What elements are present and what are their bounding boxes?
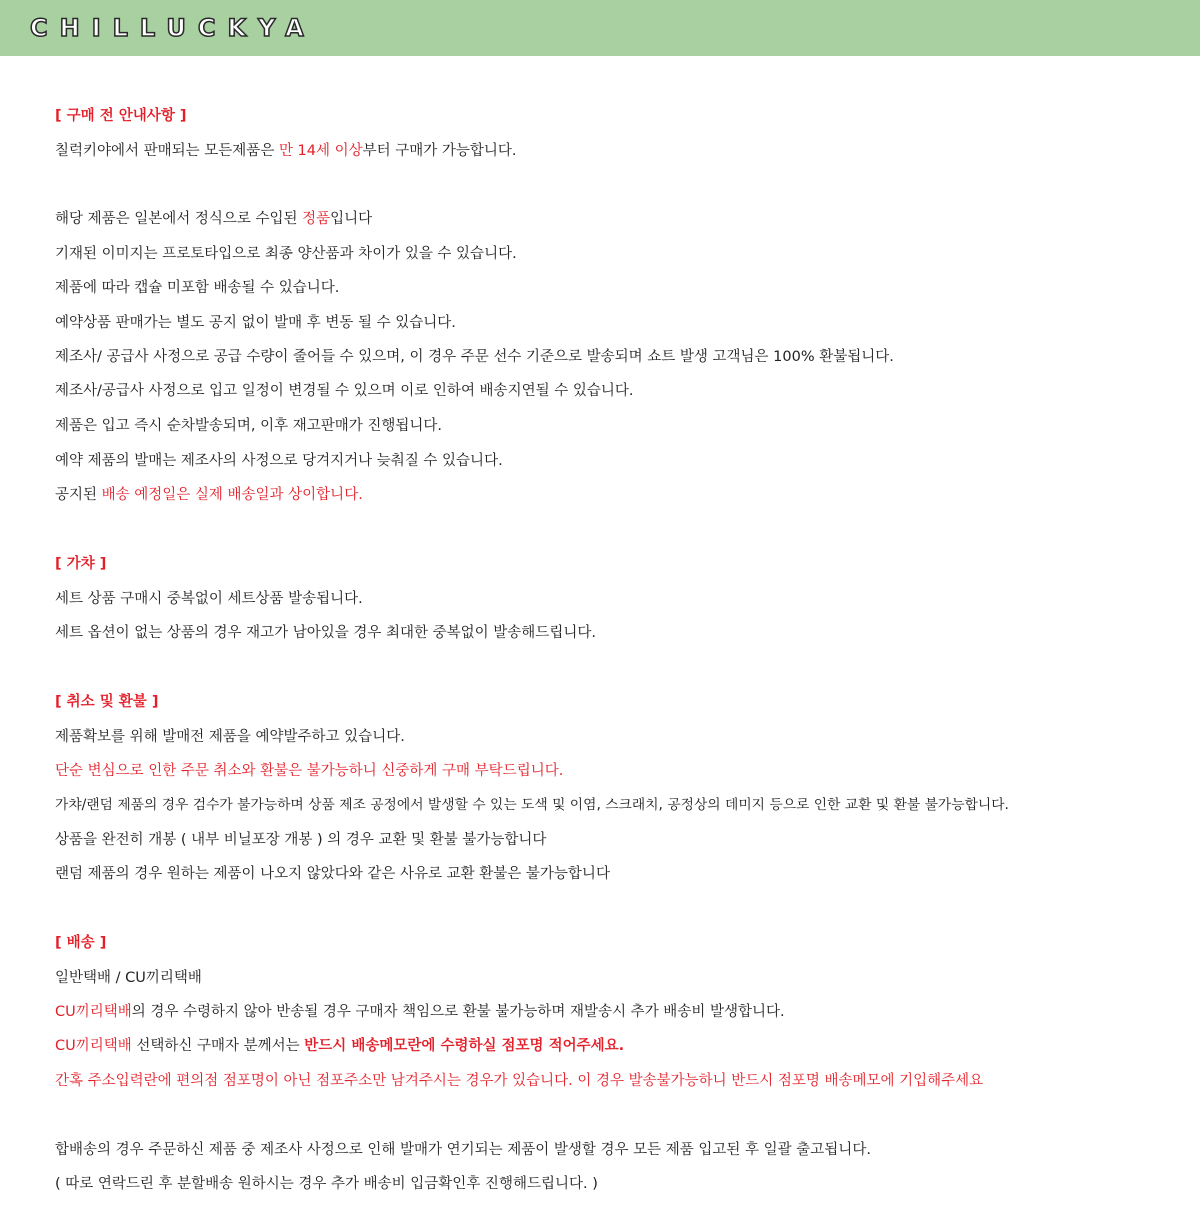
notice-line: 합배송의 경우 주문하신 제품 중 제조사 사정으로 인해 발매가 연기되는 제품이 발생할 경우 모든 제품 입고된 후 일괄 출고됩니다. [55,1142,871,1158]
notice-line: 예약 제품의 발매는 제조사의 사정으로 당겨지거나 늦춰질 수 있습니다. [55,453,503,469]
section-heading-refund: [ 취소 및 환불 ] [55,694,159,710]
section-heading-purchase: [ 구매 전 안내사항 ] [55,108,187,124]
notice-line: CU끼리택배의 경우 수령하지 않아 반송될 경우 구매자 책임으로 환불 불가능하며 재발송시 추가 배송비 발생합니다. [55,1004,785,1020]
notice-line-warning: 간혹 주소입력란에 편의점 점포명이 아닌 점포주소만 남겨주시는 경우가 있습니다. 이 경우 발송불가능하니 반드시 점포명 배송메모에 기입해주세요 [55,1073,984,1089]
section-heading-delivery: [ 배송 ] [55,935,107,951]
notice-line: 랜덤 제품의 경우 원하는 제품이 나오지 않았다와 같은 사유로 교환 환불은 불가능합니다 [55,866,610,882]
notice-line: ( 따로 연락드린 후 분할배송 원하시는 경우 추가 배송비 입금확인후 진행해드립니다. ) [55,1176,598,1192]
notice-line: 세트 상품 구매시 중복없이 세트상품 발송됩니다. [55,591,363,607]
notice-line: 상품을 완전히 개봉 ( 내부 비닐포장 개봉 ) 의 경우 교환 및 환불 불가능합니다 [55,832,547,848]
notice-line-warning: 단순 변심으로 인한 주문 취소와 환불은 불가능하니 신중하게 구매 부탁드립니다. [55,763,564,779]
brand-logo: CHILLUCKYA [30,14,316,42]
notice-line: 일반택배 / CU끼리택배 [55,970,202,986]
notice-line: 제조사/공급사 사정으로 입고 일정이 변경될 수 있으며 이로 인하여 배송지연될 수 있습니다. [55,383,634,399]
notice-line: 해당 제품은 일본에서 정식으로 수입된 정품입니다 [55,211,373,227]
header-banner [0,0,1200,56]
notice-line: 제조사/ 공급사 사정으로 공급 수량이 줄어들 수 있으며, 이 경우 주문 선수 기준으로 발송되며 쇼트 발생 고객님은 100% 환불됩니다. [55,349,894,365]
notice-line: 제품확보를 위해 발매전 제품을 예약발주하고 있습니다. [55,729,405,745]
notice-line: 제품에 따라 캡슐 미포함 배송될 수 있습니다. [55,280,340,296]
notice-line: 세트 옵션이 없는 상품의 경우 재고가 남아있을 경우 최대한 중복없이 발송해드립니다. [55,625,596,641]
notice-line: 가챠/랜덤 제품의 경우 검수가 불가능하며 상품 제조 공정에서 발생할 수 있는 도색 및 이염, 스크래치, 공정상의 데미지 등으로 인한 교환 및 환불 불가능합니다. [55,797,1009,813]
notice-line: 예약상품 판매가는 별도 공지 없이 발매 후 변동 될 수 있습니다. [55,315,456,331]
notice-line: 제품은 입고 즉시 순차발송되며, 이후 재고판매가 진행됩니다. [55,418,443,434]
section-heading-gacha: [ 가챠 ] [55,556,107,572]
notice-line: 칠럭키야에서 판매되는 모든제품은 만 14세 이상부터 구매가 가능합니다. [55,143,517,159]
notice-line: 기재된 이미지는 프로토타입으로 최종 양산품과 차이가 있을 수 있습니다. [55,246,517,262]
notice-line: 공지된 배송 예정일은 실제 배송일과 상이합니다. [55,487,363,503]
notice-line: CU끼리택배 선택하신 구매자 분께서는 반드시 배송메모란에 수령하실 점포명 적어주세요. [55,1038,625,1054]
